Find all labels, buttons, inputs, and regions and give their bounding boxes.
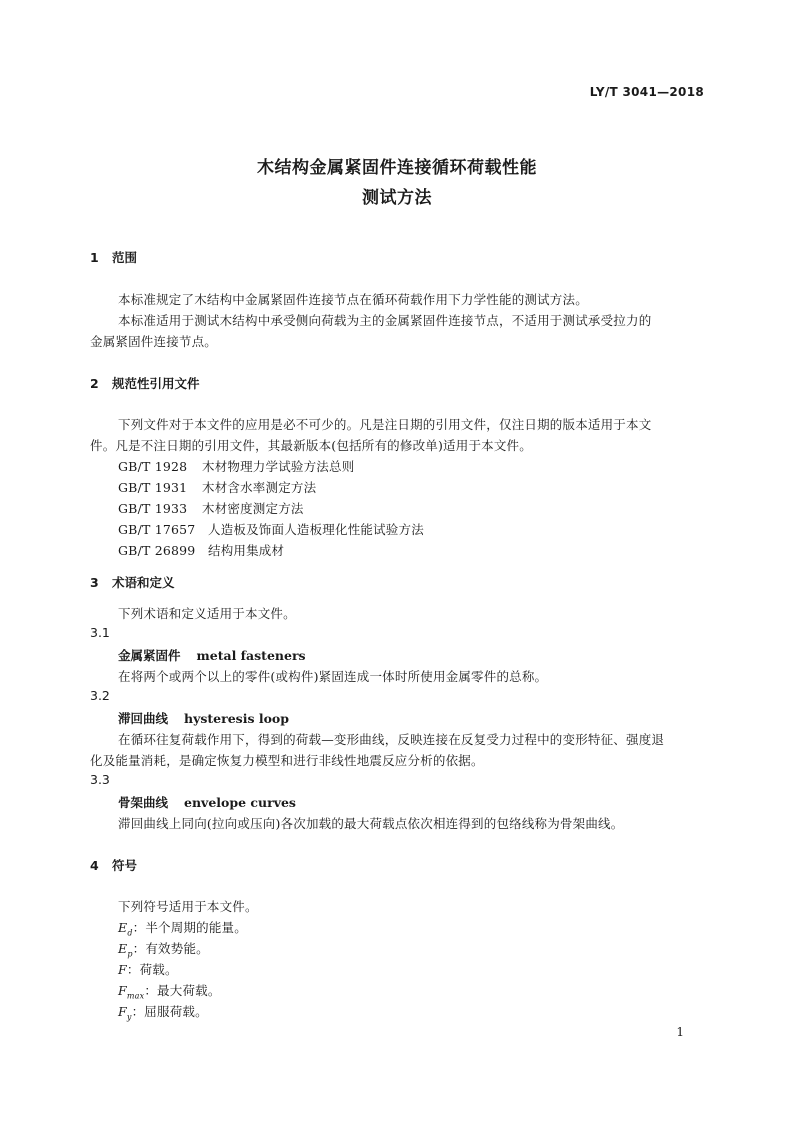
reference-title: 木材含水率测定方法 [202, 480, 317, 495]
reference-code: GB/T 26899 [118, 543, 196, 558]
symbol-subscript: max [126, 991, 145, 1001]
clause-number: 3.3 [90, 772, 110, 787]
symbol-subscript: d [127, 928, 133, 938]
term-heading [118, 646, 306, 664]
reference-title: 木材物理力学试验方法总则 [202, 459, 355, 474]
term-chinese: 滞回曲线 [118, 711, 169, 726]
symbol-description: ：最大荷载。 [144, 983, 221, 998]
section-1-paragraph-1: 本标准规定了木结构中金属紧固件连接节点在循环荷载作用下力学性能的测试方法。 [118, 292, 588, 307]
term-definition: 在将两个或两个以上的零件(或构件)紧固连成一体时所使用金属零件的总称。 [118, 669, 548, 684]
clause-number: 3.1 [90, 625, 110, 640]
symbol-base: E [118, 920, 128, 935]
term-english: metal fasteners [196, 648, 306, 663]
term-chinese: 金属紧固件 [118, 648, 181, 663]
symbol-item [118, 918, 247, 938]
section-1-paragraph-2: 本标准适用于测试木结构中承受侧向荷载为主的金属紧固件连接节点，不适用于测试承受拉力的 [118, 313, 652, 328]
term-chinese: 骨架曲线 [118, 795, 169, 810]
page-number: 1 [676, 1025, 684, 1039]
symbol-base: E [118, 941, 128, 956]
section-number: 3 [90, 575, 99, 590]
reference-item [118, 478, 316, 496]
section-4-intro: 下列符号适用于本文件。 [118, 899, 258, 914]
symbol-base: F [118, 962, 127, 977]
symbol-base: F [118, 983, 127, 998]
section-3-intro: 下列术语和定义适用于本文件。 [118, 606, 296, 621]
clause-number: 3.2 [90, 688, 110, 703]
symbol-item [118, 1002, 208, 1022]
term-heading [118, 793, 296, 811]
section-title: 术语和定义 [112, 575, 175, 590]
term-english: envelope curves [184, 795, 296, 810]
section-2-paragraph-cont: 件。凡是不注日期的引用文件，其最新版本(包括所有的修改单)适用于本文件。 [90, 438, 532, 453]
section-1-heading [90, 248, 137, 266]
section-title: 范围 [112, 250, 138, 265]
section-4-heading [90, 856, 137, 874]
section-number: 2 [90, 376, 99, 391]
symbol-description: ：荷载。 [126, 962, 178, 977]
reference-item [118, 541, 284, 559]
document-title-line1: 木结构金属紧固件连接循环荷载性能 [257, 158, 537, 178]
symbol-item [118, 960, 178, 980]
reference-item [118, 457, 354, 475]
symbol-item [118, 939, 209, 959]
term-definition: 在循环往复荷载作用下，得到的荷载—变形曲线，反映连接在反复受力过程中的变形特征、强度退 [118, 732, 665, 747]
term-definition-cont: 化及能量消耗，是确定恢复力模型和进行非线性地震反应分析的依据。 [90, 753, 484, 768]
reference-code: GB/T 1933 [118, 501, 188, 516]
symbol-base: F [118, 1004, 127, 1019]
reference-item [118, 499, 304, 517]
reference-item [118, 520, 424, 538]
section-1-paragraph-2-cont: 金属紧固件连接节点。 [90, 334, 218, 349]
symbol-description: ：有效势能。 [132, 941, 209, 956]
reference-title: 结构用集成材 [208, 543, 285, 558]
reference-code: GB/T 1928 [118, 459, 188, 474]
reference-code: GB/T 1931 [118, 480, 188, 495]
reference-code: GB/T 17657 [118, 522, 196, 537]
term-heading [118, 709, 289, 727]
term-definition: 滞回曲线上同向(拉向或压向)各次加载的最大荷载点依次相连得到的包络线称为骨架曲线。 [118, 816, 624, 831]
reference-title: 木材密度测定方法 [202, 501, 304, 516]
symbol-description: ：半个周期的能量。 [132, 920, 247, 935]
section-2-paragraph: 下列文件对于本文件的应用是必不可少的。凡是注日期的引用文件，仅注日期的版本适用于本文 [118, 417, 652, 432]
symbol-item [118, 981, 221, 1001]
term-english: hysteresis loop [184, 711, 290, 726]
symbol-subscript: p [127, 949, 133, 959]
reference-title: 人造板及饰面人造板理化性能试验方法 [208, 522, 424, 537]
section-number: 1 [90, 250, 99, 265]
document-number: LY/T 3041—2018 [589, 85, 704, 99]
symbol-subscript: y [126, 1012, 132, 1022]
section-title: 规范性引用文件 [112, 376, 200, 391]
document-title-line2: 测试方法 [362, 188, 432, 208]
section-3-heading [90, 573, 175, 591]
symbol-description: ：屈服荷载。 [131, 1004, 208, 1019]
section-2-heading [90, 374, 200, 392]
section-title: 符号 [112, 858, 138, 873]
section-number: 4 [90, 858, 99, 873]
